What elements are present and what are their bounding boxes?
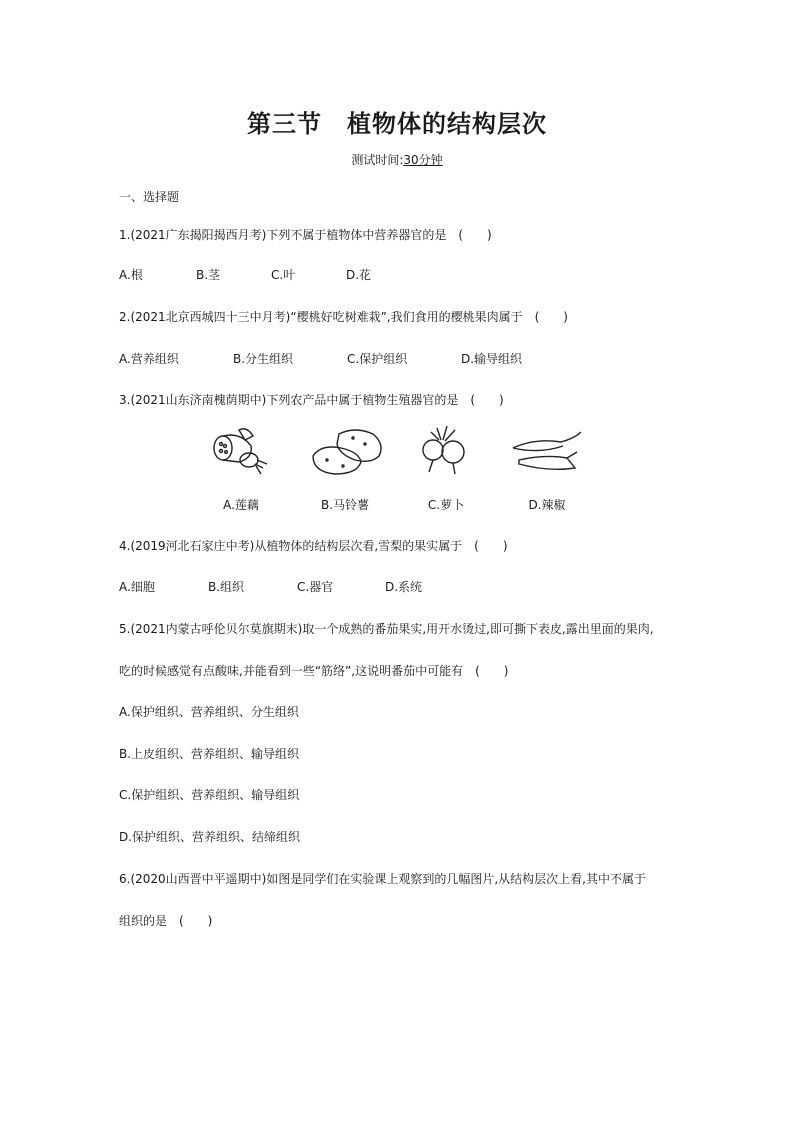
figure-potato (300, 424, 390, 513)
question-2-stem: 2.(2021北京西城四十三中月考)“樱桃好吃树难栽”,我们食用的樱桃果肉属于 ( ) (119, 310, 568, 324)
question-5-option-c: C.保护组织、营养组织、输导组织 (119, 788, 300, 802)
option: B.组织 (208, 580, 245, 594)
figure-caption: C.萝卜 (427, 498, 465, 512)
question-5-option-a: A.保护组织、营养组织、分生组织 (119, 705, 299, 719)
figure-pepper (502, 424, 592, 513)
question-4-stem: 4.(2019河北石家庄中考)从植物体的结构层次看,雪梨的果实属于 ( ) (119, 539, 508, 553)
option: B.茎 (196, 268, 221, 282)
option: C.器官 (297, 580, 334, 594)
question-5-stem-line1: 5.(2021内蒙古呼伦贝尔莫旗期末)取一个成熟的番茄果实,用开水烫过,即可撕下表皮,露出里面的果肉, (119, 622, 654, 636)
section-heading: 一、选择题 (119, 190, 180, 204)
figure-lotus-root (196, 424, 286, 513)
question-6-stem-line1: 6.(2020山西晋中平遥期中)如图是同学们在实验课上观察到的几幅图片,从结构层次上看,其中不属于 (119, 872, 646, 886)
question-3-figures (196, 424, 596, 514)
figure-radish (401, 424, 491, 513)
lotus-root-icon (201, 424, 281, 476)
question-5-option-b: B.上皮组织、营养组织、输导组织 (119, 747, 300, 761)
option: D.系统 (385, 580, 423, 594)
question-1-stem: 1.(2021广东揭阳揭西月考)下列不属于植物体中营养器官的是 ( ) (119, 228, 492, 242)
figure-caption: A.莲藕 (223, 498, 259, 512)
option: A.细胞 (119, 580, 155, 594)
question-6-stem-line2: 组织的是 ( ) (119, 914, 213, 928)
option: D.输导组织 (461, 352, 523, 366)
option: A.营养组织 (119, 352, 179, 366)
option: D.花 (346, 268, 372, 282)
option: C.叶 (271, 268, 296, 282)
test-time-value: 30分钟 (403, 153, 443, 167)
option: A.根 (119, 268, 143, 282)
potato-icon (303, 424, 387, 476)
test-time (0, 151, 794, 168)
option: B.分生组织 (233, 352, 294, 366)
test-time-label: 测试时间: (351, 153, 404, 167)
page-title: 第三节 植物体的结构层次 (247, 110, 547, 138)
figure-caption: B.马铃薯 (320, 498, 370, 512)
question-3-stem: 3.(2021山东济南槐荫期中)下列农产品中属于植物生殖器官的是 ( ) (119, 393, 504, 407)
question-5-stem-line2: 吃的时候感觉有点酸味,并能看到一些“筋络”,这说明番茄中可能有 ( ) (119, 664, 509, 678)
option: C.保护组织 (347, 352, 408, 366)
radish-icon (411, 424, 481, 476)
question-5-option-d: D.保护组织、营养组织、结缔组织 (119, 830, 301, 844)
chili-pepper-icon (505, 424, 589, 476)
figure-caption: D.辣椒 (528, 498, 566, 512)
